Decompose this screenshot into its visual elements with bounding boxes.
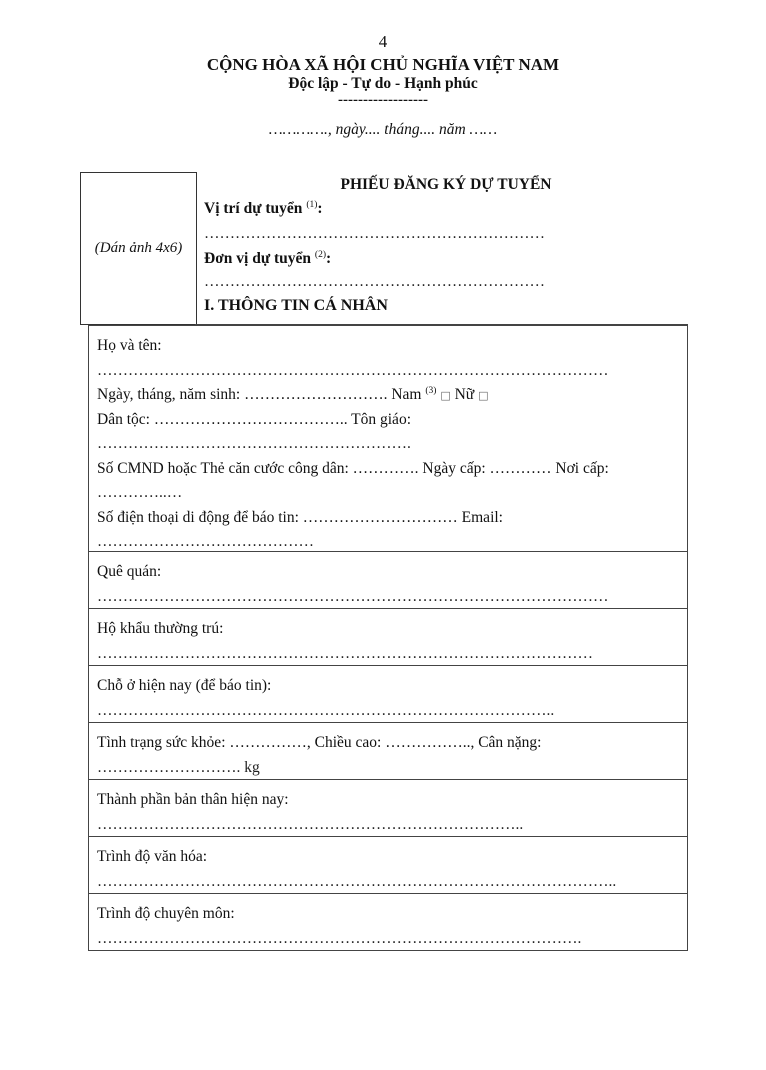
current-address-label: Chỗ ở hiện nay (để báo tin): [97, 677, 272, 694]
social-background-input[interactable]: ……………………………………………………………………….. [97, 815, 524, 833]
professional-qualification-input[interactable]: …………………………………………………………………………………. [97, 929, 582, 947]
unit-field-input[interactable]: ………………………………………………………… [204, 273, 545, 290]
social-background-label: Thành phần bản thân hiện nay: [97, 791, 289, 808]
health-height-weight-input[interactable]: Tình trạng sức khỏe: ……………, Chiều cao: …………….., Cân nặng: [97, 734, 542, 751]
photo-placeholder[interactable] [80, 172, 197, 325]
form-title: PHIẾU ĐĂNG KÝ DỰ TUYỂN [340, 176, 552, 193]
photo-placeholder-label: (Dán ảnh 4x6) [94, 240, 183, 256]
professional-qualification-section [89, 893, 687, 950]
religion-input[interactable]: ……………………………………………………. [97, 435, 411, 452]
footnote-ref-1: (1) [306, 200, 318, 210]
dob-input[interactable]: Ngày, tháng, năm sinh: ………………………. [97, 386, 388, 403]
full-name-label: Họ và tên: [97, 337, 162, 354]
nation-header: CỘNG HÒA XÃ HỘI CHỦ NGHĨA VIỆT NAM [206, 55, 560, 74]
ethnicity-religion-input[interactable]: Dân tộc: ……………………………….. Tôn giáo: [97, 410, 411, 428]
hometown-input[interactable]: ……………………………………………………………………………………… [97, 587, 609, 605]
permanent-residence-label: Hộ khẩu thường trú: [97, 620, 224, 637]
full-name-input[interactable]: ……………………………………………………………………………………… [97, 361, 609, 379]
hometown-section [89, 551, 687, 608]
professional-qualification-label: Trình độ chuyên môn: [97, 905, 235, 922]
position-field-label: Vị trí dự tuyển $^{(1)}$: [204, 200, 323, 217]
permanent-residence-input[interactable]: …………………………………………………………………………………… [97, 644, 593, 662]
id-card-input[interactable]: Số CMND hoặc Thẻ căn cước công dân: …………. Ngày cấp: ………… Nơi cấp: [97, 459, 609, 477]
footnote-ref-2: (2) [314, 250, 326, 260]
hometown-label: Quê quán: [97, 563, 162, 580]
current-address-input[interactable]: …………………………………………………………………………….. [97, 701, 555, 719]
education-level-input[interactable]: ……………………………………………………………………………………….. [97, 872, 617, 890]
position-field-input[interactable]: ………………………………………………………… [204, 225, 545, 242]
personal-info-table [88, 325, 688, 951]
section-title-personal-info: I. THÔNG TIN CÁ NHÂN [204, 297, 388, 314]
phone-input[interactable]: Số điện thoại di động để báo tin: ………………………… Email: [97, 508, 503, 526]
dateline: …………., ngày.... tháng.... năm …… [268, 121, 498, 138]
permanent-residence-section [89, 608, 687, 665]
current-address-section [89, 665, 687, 722]
female-label: Nữ [454, 386, 475, 403]
email-input[interactable]: …………………………………… [97, 533, 314, 550]
education-level-label: Trình độ văn hóa: [97, 848, 208, 865]
social-background-section [89, 779, 687, 836]
national-motto: Độc lập - Tự do - Hạnh phúc [288, 75, 478, 92]
page-number: 4 [378, 32, 388, 51]
header-separator: ------------------ [338, 92, 428, 108]
health-section [89, 722, 687, 779]
personal-details-section [89, 326, 687, 551]
weight-input[interactable]: ………………………. kg [97, 758, 260, 776]
male-checkbox[interactable]: □ [440, 389, 451, 402]
female-checkbox[interactable]: □ [478, 389, 489, 402]
male-label: Nam [391, 386, 422, 403]
issue-place-input[interactable]: …………..… [97, 484, 183, 501]
unit-field-label: Đơn vị dự tuyển $^{(2)}$: [204, 250, 332, 267]
footnote-ref-3: (3) [425, 386, 437, 396]
dob-gender-row [97, 383, 679, 408]
education-level-section [89, 836, 687, 893]
